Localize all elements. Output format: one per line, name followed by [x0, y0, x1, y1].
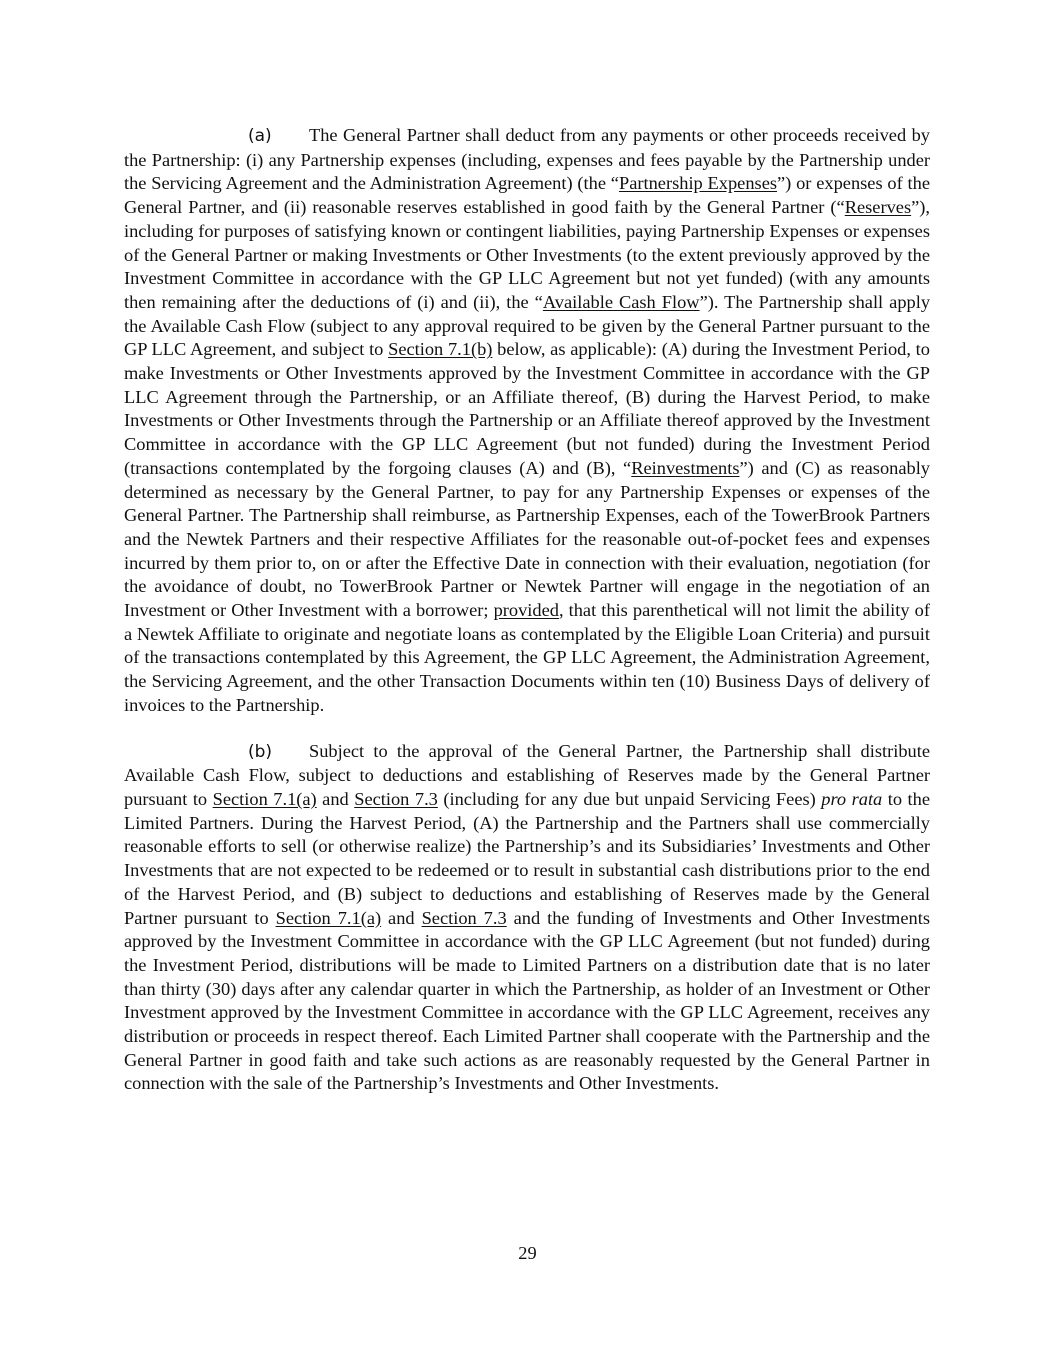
paragraph-a-text: ”) or expenses of the General Partner, and (ii) reasonable reserves established in good faith by the General Partner (“: [124, 173, 931, 218]
paragraph-b: [124, 740, 930, 1097]
paragraph-b-text: and: [381, 907, 422, 928]
section-reference-7-3: Section 7.3: [421, 907, 507, 928]
section-reference-7-3: Section 7.3: [354, 788, 438, 809]
paragraph-a: [124, 124, 930, 718]
paragraph-a-text: ”), including for purposes of satisfying known or contingent liabilities, paying Partnership Expenses or expenses of the General Partner or making Investments or Other Investments (to the extent previously approved by the Investment Committee in accordance with the GP LLC Agreement but not yet funded) (with any amounts then remaining after the deductions of (i) and (ii), the “: [124, 197, 930, 312]
paragraph-b-text: and the funding of Investments and Other Investments approved by the Investment Committee in accordance with the GP LLC Agreement (but not funded) during the Investment Period, distributions will be made to Limited Partners on a distribution date that is no later than thirty (30) days after any calendar quarter in which the Partnership, as holder of an Investment or Other Investment approved by the Investment Committee in accordance with the GP LLC Agreement, receives any distribution or proceeds in respect thereof. Each Limited Partner shall cooperate with the Partnership and the General Partner in good faith and take such actions as are reasonably requested by the General Partner in connection with the sale of the Partnership’s Investments and Other Investments.: [124, 907, 930, 1094]
section-reference-7-1a: Section 7.1(a): [275, 907, 382, 928]
defined-term-partnership-expenses: Partnership Expenses: [618, 173, 778, 194]
defined-term-reserves: Reserves: [844, 197, 912, 218]
paragraph-a-text: ”) and (C) as reasonably determined as necessary by the General Partner, to pay for any Partnership Expenses or expenses of the General Partner. The Partnership shall reimburse, as Partnership Expenses, each of the TowerBrook Partners and the Newtek Partners and their respective Affiliates for the reasonable out-of-pocket fees and expenses incurred by them prior to, on or after the Effective Date in connection with their evaluation, negotiation (for the avoidance of doubt, no TowerBrook Partner or Newtek Partner will engage in the negotiation of an Investment or Other Investment with a borrower;: [124, 457, 931, 621]
paragraph-b-text: (including for any due but unpaid Servicing Fees): [437, 788, 822, 809]
document-body: [124, 124, 930, 1096]
pro-rata-term: pro rata: [821, 788, 883, 809]
paragraph-b-label: (b): [248, 741, 273, 762]
defined-term-available-cash-flow: Available Cash Flow: [542, 291, 700, 312]
paragraph-a-text: ”). The Partnership shall apply the Available Cash Flow (subject to any approval required to be given by the General Partner pursuant to the GP LLC Agreement, and subject to: [124, 291, 931, 360]
provided-term: provided: [493, 600, 559, 621]
page-number: 29: [518, 1243, 537, 1263]
paragraph-b-text: to the Limited Partners. During the Harvest Period, (A) the Partnership and the Partners shall use commercially reasonable efforts to sell (or otherwise realize) the Partnership’s and its Subsidiaries’ Investments and Other Investments that are not expected to be redeemed or to result in substantial cash distributions prior to the end of the Harvest Period, and (B) subject to deductions and establishing of Reserves made by the General Partner pursuant to: [124, 788, 931, 928]
defined-term-reinvestments: Reinvestments: [631, 457, 740, 478]
paragraph-a-text: , that this parenthetical will not limit the ability of a Newtek Affiliate to originate and negotiate loans as contemplated by the Eligible Loan Criteria) and pursuit of the transactions contemplated by this Agreement, the GP LLC Agreement, the Administration Agreement, the Servicing Agreement, and the other Transaction Documents within ten (10) Business Days of delivery of invoices to the Partnership.: [124, 600, 930, 715]
paragraph-a-text: The General Partner shall deduct from any payments or other proceeds received by the Partnership: (i) any Partnership expenses (including, expenses and fees payable by the Partnership under the Servicing Agreement and the Administration Agreement) (the “: [124, 125, 930, 194]
section-reference-7-1a: Section 7.1(a): [212, 788, 317, 809]
paragraph-a-label: (a): [248, 126, 272, 146]
paragraph-b-text: Subject to the approval of the General Partner, the Partnership shall distribute Available Cash Flow, subject to deductions and establishing of Reserves made by the General Partner pursuant to: [124, 740, 930, 809]
section-reference-7-1b: Section 7.1(b): [388, 339, 493, 360]
paragraph-a-text: below, as applicable): (A) during the Investment Period, to make Investments or Other Investments approved by the Investment Committee in accordance with the GP LLC Agreement through the Partnership, or an Affiliate thereof, (B) during the Harvest Period, to make Investments or Other Investments through the Partnership or an Affiliate thereof approved by the Investment Committee in accordance with the GP LLC Agreement (but not funded) during the Investment Period (transactions contemplated by the forgoing clauses (A) and (B), “: [124, 339, 930, 478]
paragraph-b-text: and: [316, 788, 355, 809]
